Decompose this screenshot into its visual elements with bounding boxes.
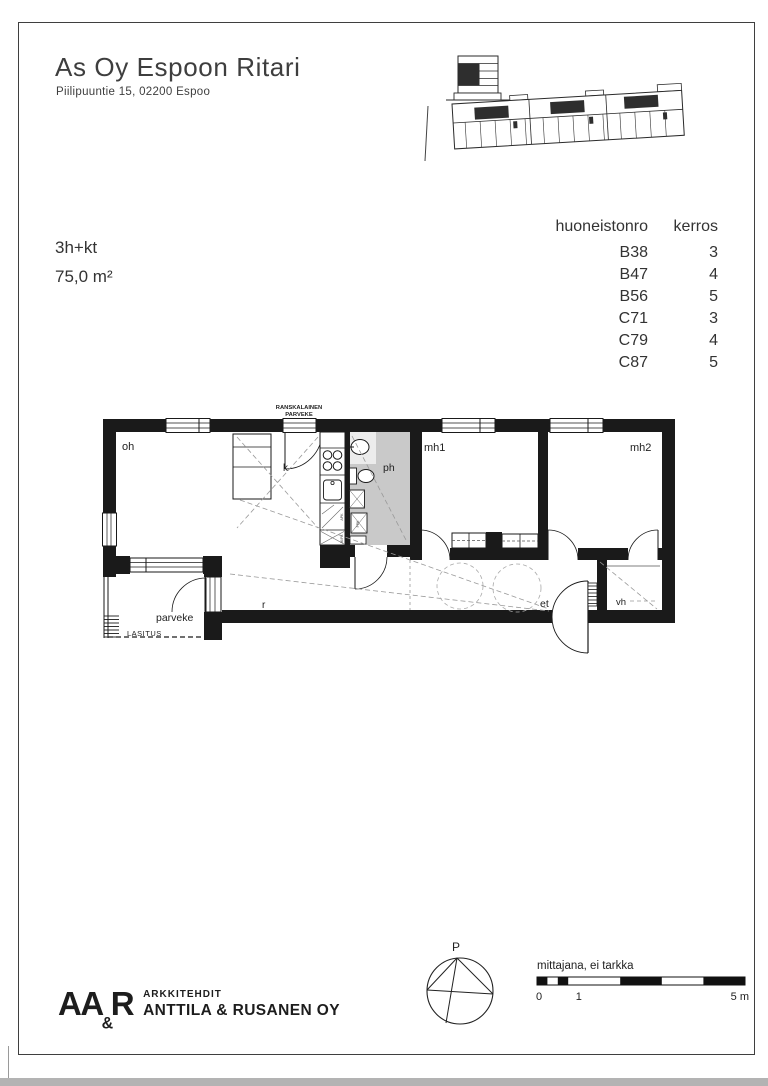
table-row [500, 330, 718, 352]
bathroom-door [355, 557, 387, 589]
floor-cell: 5 [709, 288, 718, 305]
room-label-bedroom1: mh1 [424, 442, 446, 454]
floor-plan [95, 398, 685, 660]
scale-note: mittajana, ei tarkka [537, 960, 634, 972]
room-label-kitchen: k [283, 463, 288, 474]
logo-line1: ARKKITEHDIT [143, 989, 222, 1000]
apartment-area: 75,0 m² [55, 267, 113, 286]
glazing-hatch [104, 616, 119, 637]
col-header-floor: kerros [673, 218, 718, 235]
window-livingroom [166, 419, 210, 433]
closet-room-door [628, 530, 658, 560]
room-label-hallway: et [540, 598, 549, 610]
unit-cell: B47 [619, 266, 648, 283]
logo-line2: ANTTILA & RUSANEN OY [143, 1002, 340, 1019]
floor-cell: 4 [709, 332, 718, 349]
architect-logo [58, 984, 340, 1033]
apartment-info [55, 238, 113, 287]
bedroom1-door [420, 530, 450, 560]
window-bedroom1 [442, 419, 495, 433]
table-row [500, 308, 718, 330]
scale-tick-0: 0 [535, 991, 543, 1003]
unit-cell: C87 [618, 354, 648, 371]
washing-machine [350, 490, 365, 508]
kitchen-sink [324, 480, 342, 500]
floor-cell: 3 [709, 310, 718, 327]
project-address: Piilipuuntie 15, 02200 Espoo [56, 86, 211, 98]
floor-cell: 3 [709, 244, 718, 261]
project-title: As Oy Espoon Ritari [55, 52, 301, 82]
french-balcony-door [283, 419, 322, 470]
unit-cell: B56 [619, 288, 648, 305]
logo-mark-aa: AA [58, 984, 103, 1023]
toilet [350, 468, 375, 484]
appliance-label-fridge: JK/PK [340, 534, 344, 544]
label-french-balcony-line2: PARVEKE [285, 412, 313, 418]
unit-cell: B38 [619, 244, 648, 261]
label-french-balcony-line1: RANSKALAINEN [275, 405, 323, 411]
kitchen-peninsula [233, 434, 271, 499]
room-label-closetroom: vh [616, 597, 627, 608]
window-balcony [130, 558, 203, 572]
table-row [500, 352, 718, 374]
table-row [500, 286, 718, 308]
table-row [500, 264, 718, 286]
bedroom2-door [548, 530, 578, 560]
label-glazing: LASITUS [127, 629, 162, 638]
floor-drain-box [350, 536, 366, 544]
floor-cell: 4 [709, 266, 718, 283]
scale-bar [530, 953, 755, 1005]
table-row [500, 242, 718, 264]
compass-rose [427, 958, 493, 1024]
window-left-wall [103, 513, 117, 546]
room-label-bathroom: ph [383, 462, 395, 474]
balcony-door [172, 577, 221, 612]
room-label-balcony: parveke [156, 612, 194, 624]
scan-edge-band [0, 1078, 768, 1086]
col-header-unit: huoneistonro [555, 218, 648, 235]
washbasin [350, 440, 369, 455]
logo-mark [58, 984, 134, 1033]
units-table [500, 215, 718, 374]
logo-text [143, 986, 340, 1020]
unit-cell: C79 [618, 332, 648, 349]
room-label-dining: r [262, 600, 266, 611]
kitchen-fixtures [233, 432, 345, 545]
window-bedroom2 [550, 419, 603, 433]
logo-ampersand: & [101, 1015, 112, 1033]
building-section-icon [446, 56, 510, 100]
units-table-header [500, 215, 718, 239]
appliance-label-dishwasher: APK [340, 513, 344, 521]
room-label-bedroom2: mh2 [630, 442, 652, 454]
entrance-door [552, 581, 588, 653]
site-plan [415, 48, 700, 166]
logo-mark-r: R [110, 984, 134, 1023]
unit-cell: C71 [618, 310, 648, 327]
scale-tick-1: 1 [575, 991, 582, 1003]
room-label-livingroom: oh [122, 441, 135, 453]
site-edge-line [425, 106, 428, 161]
floor-cell: 5 [709, 354, 718, 371]
apartment-type: 3h+kt [55, 238, 98, 257]
scale-bar-graphic [537, 977, 745, 985]
north-arrow [418, 933, 513, 1038]
scale-tick-5m: 5 m [730, 991, 749, 1003]
hatched-fixture [588, 583, 597, 606]
appliance-label-washer: PPK [356, 520, 360, 528]
north-label: P [451, 940, 461, 954]
